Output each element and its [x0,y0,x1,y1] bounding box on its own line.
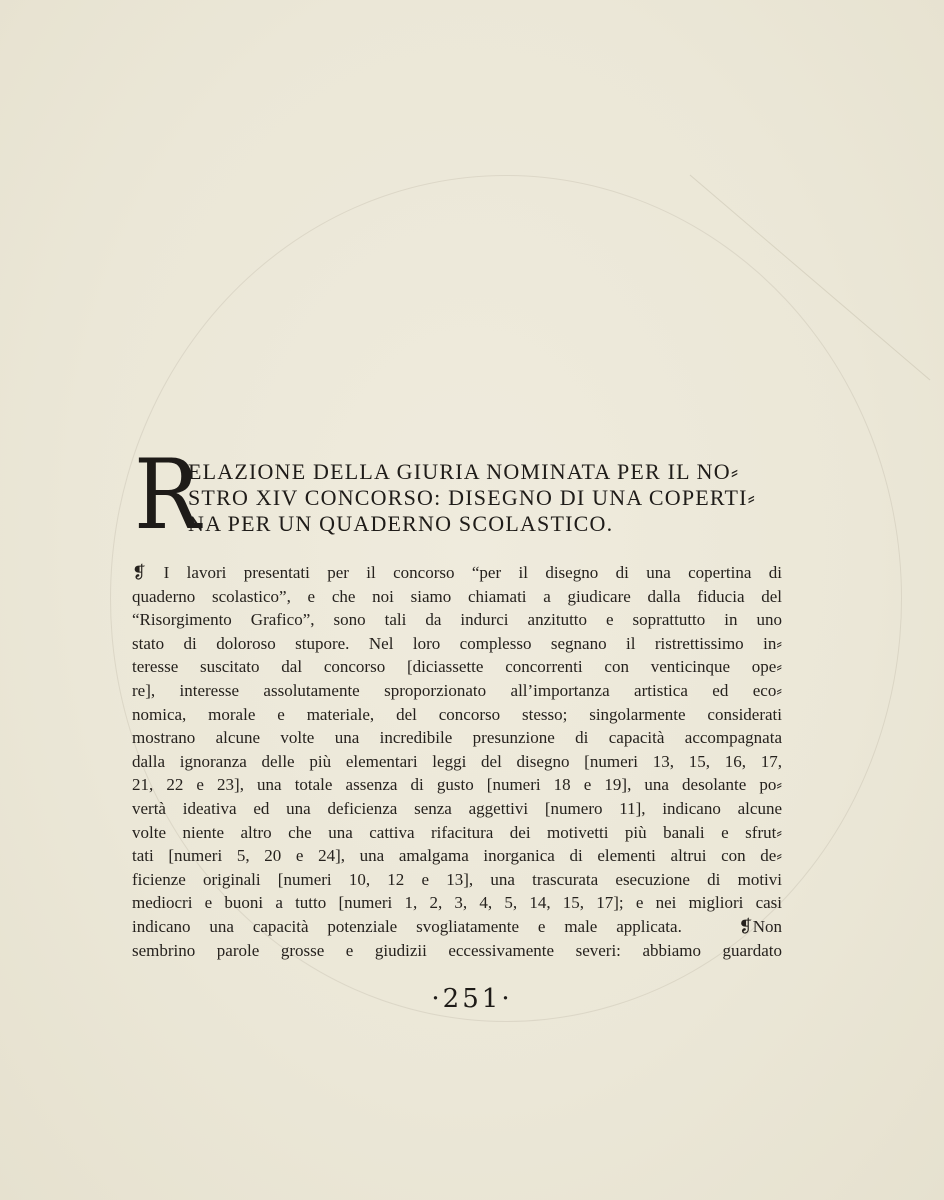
pilcrow-icon: ❡ [738,916,753,937]
body-line-text: indicano una capacità potenziale svogliatamente e male applicata. [132,916,682,936]
pilcrow-icon: ❡ [132,563,147,583]
body-line: “Risorgimento Grafico”, sono tali da indurci anzitutto e soprattutto in uno [132,610,782,630]
body-line: stato di doloroso stupore. Nel loro complesso segnano il ristrettissimo in⸗ [132,633,782,653]
body-line: nomica, morale e materiale, del concorso stesso; singolarmente considerati [132,704,782,724]
body-line-text: I lavori presentati per il concorso “per il disegno di una copertina di [163,563,782,582]
body-line: mediocri e buoni a tutto [numeri 1, 2, 3, 4, 5, 14, 15, 17]; e nei migliori casi [132,893,782,913]
body-line [132,561,782,585]
body-line: sembrino parole grosse e giudizii eccessivamente severi: abbiamo guardato [132,940,782,960]
heading-line: NA PER UN QUADERNO SCOLASTICO. [188,511,614,536]
body-line: dalla ignoranza delle più elementari leggi del disegno [numeri 13, 15, 16, 17, [132,751,782,771]
body-line: volte niente altro che una cattiva rifacitura dei motivetti più banali e sfrut⸗ [132,822,782,842]
body-line: ficienze originali [numeri 10, 12 e 13], una trascurata esecuzione di motivi [132,869,782,889]
body-text [132,561,782,962]
heading-line: STRO XIV CONCORSO: DISEGNO DI UNA COPERTI⸗ [188,485,757,510]
body-line: mostrano alcune volte una incredibile presunzione di capacità accompagnata [132,728,782,748]
body-line: 21, 22 e 23], una totale assenza di gusto [numeri 18 e 19], una desolante po⸗ [132,775,782,795]
page-number: ·251· [431,984,513,1014]
body-line: teresse suscitato dal concorso [diciassette concorrenti con venticinque ope⸗ [132,657,782,677]
body-line-tail: Non [752,916,782,936]
body-line [132,915,782,939]
body-line: vertà ideativa ed una deficienza senza aggettivi [numero 11], indicano alcune [132,798,782,818]
drop-cap: R [134,439,201,551]
heading-lines [188,459,798,537]
body-line: re], interesse assolutamente sproporzionato all’importanza artistica ed eco⸗ [132,680,782,700]
body-line: quaderno scolastico”, e che noi siamo chiamati a giudicare dalla fiducia del [132,586,782,606]
article-heading [134,439,794,551]
body-line: tati [numeri 5, 20 e 24], una amalgama inorganica di elementi altrui con de⸗ [132,846,782,866]
heading-line: ELAZIONE DELLA GIURIA NOMINATA PER IL NO⸗ [188,459,740,484]
